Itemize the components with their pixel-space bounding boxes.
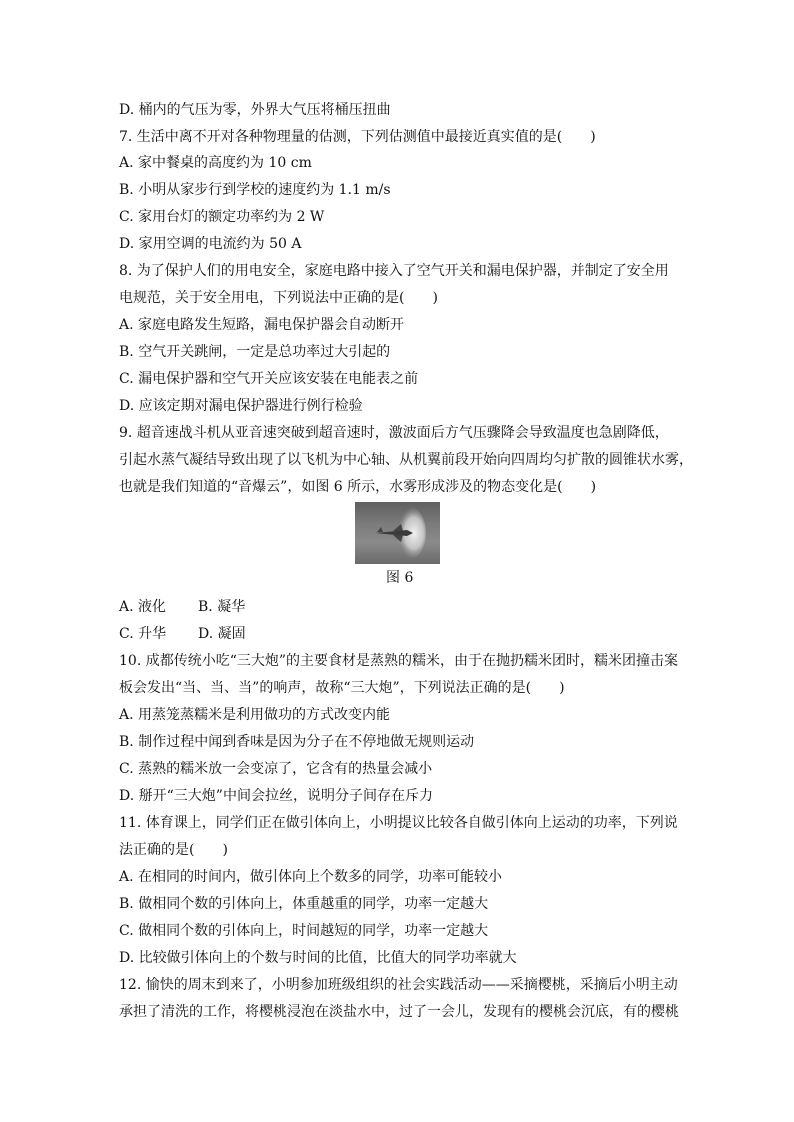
q9-option-b: B. 凝华 (198, 599, 246, 615)
q10-option-a: A. 用蒸笼蒸糯米是利用做功的方式改变内能 (119, 707, 391, 723)
q10-option-d: D. 掰开“三大炮”中间会拉丝，说明分子间存在斥力 (119, 788, 433, 804)
q10-stem-line2: 板会发出“当、当、当”的响声，故称“三大炮”，下列说法正确的是( ) (119, 680, 565, 696)
q9-stem-line1: 9. 超音速战斗机从亚音速突破到超音速时，激波面后方气压骤降会导致温度也急剧降低， (119, 425, 669, 441)
q8-option-c: C. 漏电保护器和空气开关应该安装在电能表之前 (119, 371, 419, 387)
figure-6-sonic-boom-image (355, 502, 440, 564)
q8-option-a: A. 家庭电路发生短路，漏电保护器会自动断开 (119, 317, 405, 333)
q9-stem-line3: 也就是我们知道的“音爆云”，如图 6 所示，水雾形成涉及的物态变化是( ) (119, 479, 597, 495)
q9-stem-line2: 引起水蒸气凝结导致出现了以飞机为中心轴、从机翼前段开始向四周均匀扩散的圆锥状水雾， (119, 452, 693, 468)
q9-options-row1 (119, 598, 246, 616)
q10-option-b: B. 制作过程中闻到香味是因为分子在不停地做无规则运动 (119, 734, 475, 750)
q7-option-a: A. 家中餐桌的高度约为 10 cm (119, 155, 312, 171)
q9-options-row2 (119, 625, 246, 643)
q11-stem-line1: 11. 体育课上，同学们正在做引体向上，小明提议比较各自做引体向上运动的功率，下列说 (119, 815, 678, 831)
q10-option-c: C. 蒸熟的糯米放一会变凉了，它含有的热量会减小 (119, 761, 433, 777)
q9-option-a: A. 液化 (119, 599, 167, 615)
q11-option-d: D. 比较做引体向上的个数与时间的比值，比值大的同学功率就大 (119, 950, 517, 966)
q7-option-b: B. 小明从家步行到学校的速度约为 1.1 m/s (119, 182, 391, 198)
jet-vapor-cone-illustration (355, 502, 440, 564)
figure-6-caption: 图 6 (386, 570, 414, 586)
q6-option-d: D. 桶内的气压为零，外界大气压将桶压扭曲 (119, 102, 391, 118)
q7-option-d: D. 家用空调的电流约为 50 A (119, 236, 302, 252)
q7-option-c: C. 家用台灯的额定功率约为 2 W (119, 209, 325, 225)
q8-stem-line1: 8. 为了保护人们的用电安全，家庭电路中接入了空气开关和漏电保护器，并制定了安全用 (119, 263, 669, 279)
q10-stem-line1: 10. 成都传统小吃“三大炮”的主要食材是蒸熟的糯米，由于在抛扔糯米团时，糯米团撞击案 (119, 653, 679, 669)
q7-stem: 7. 生活中离不开对各种物理量的估测，下列估测值中最接近真实值的是( ) (119, 129, 596, 145)
q11-option-a: A. 在相同的时间内，做引体向上个数多的同学，功率可能较小 (119, 869, 503, 885)
q8-option-b: B. 空气开关跳闸，一定是总功率过大引起的 (119, 344, 391, 360)
q11-option-b: B. 做相同个数的引体向上，体重越重的同学，功率一定越大 (119, 896, 489, 912)
q8-option-d: D. 应该定期对漏电保护器进行例行检验 (119, 398, 363, 414)
q9-option-c: C. 升华 (119, 626, 167, 642)
q8-stem-line2: 电规范，关于安全用电，下列说法中正确的是( ) (119, 290, 438, 306)
q11-option-c: C. 做相同个数的引体向上，时间越短的同学，功率一定越大 (119, 923, 489, 939)
q11-stem-line2: 法正确的是( ) (119, 842, 228, 858)
q12-stem-line2: 承担了清洗的工作，将樱桃浸泡在淡盐水中，过了一会儿，发现有的樱桃会沉底，有的樱桃 (119, 1004, 679, 1020)
q12-stem-line1: 12. 愉快的周末到来了，小明参加班级组织的社会实践活动——采摘樱桃，采摘后小明主动 (119, 977, 678, 993)
q9-option-d: D. 凝固 (198, 626, 246, 642)
